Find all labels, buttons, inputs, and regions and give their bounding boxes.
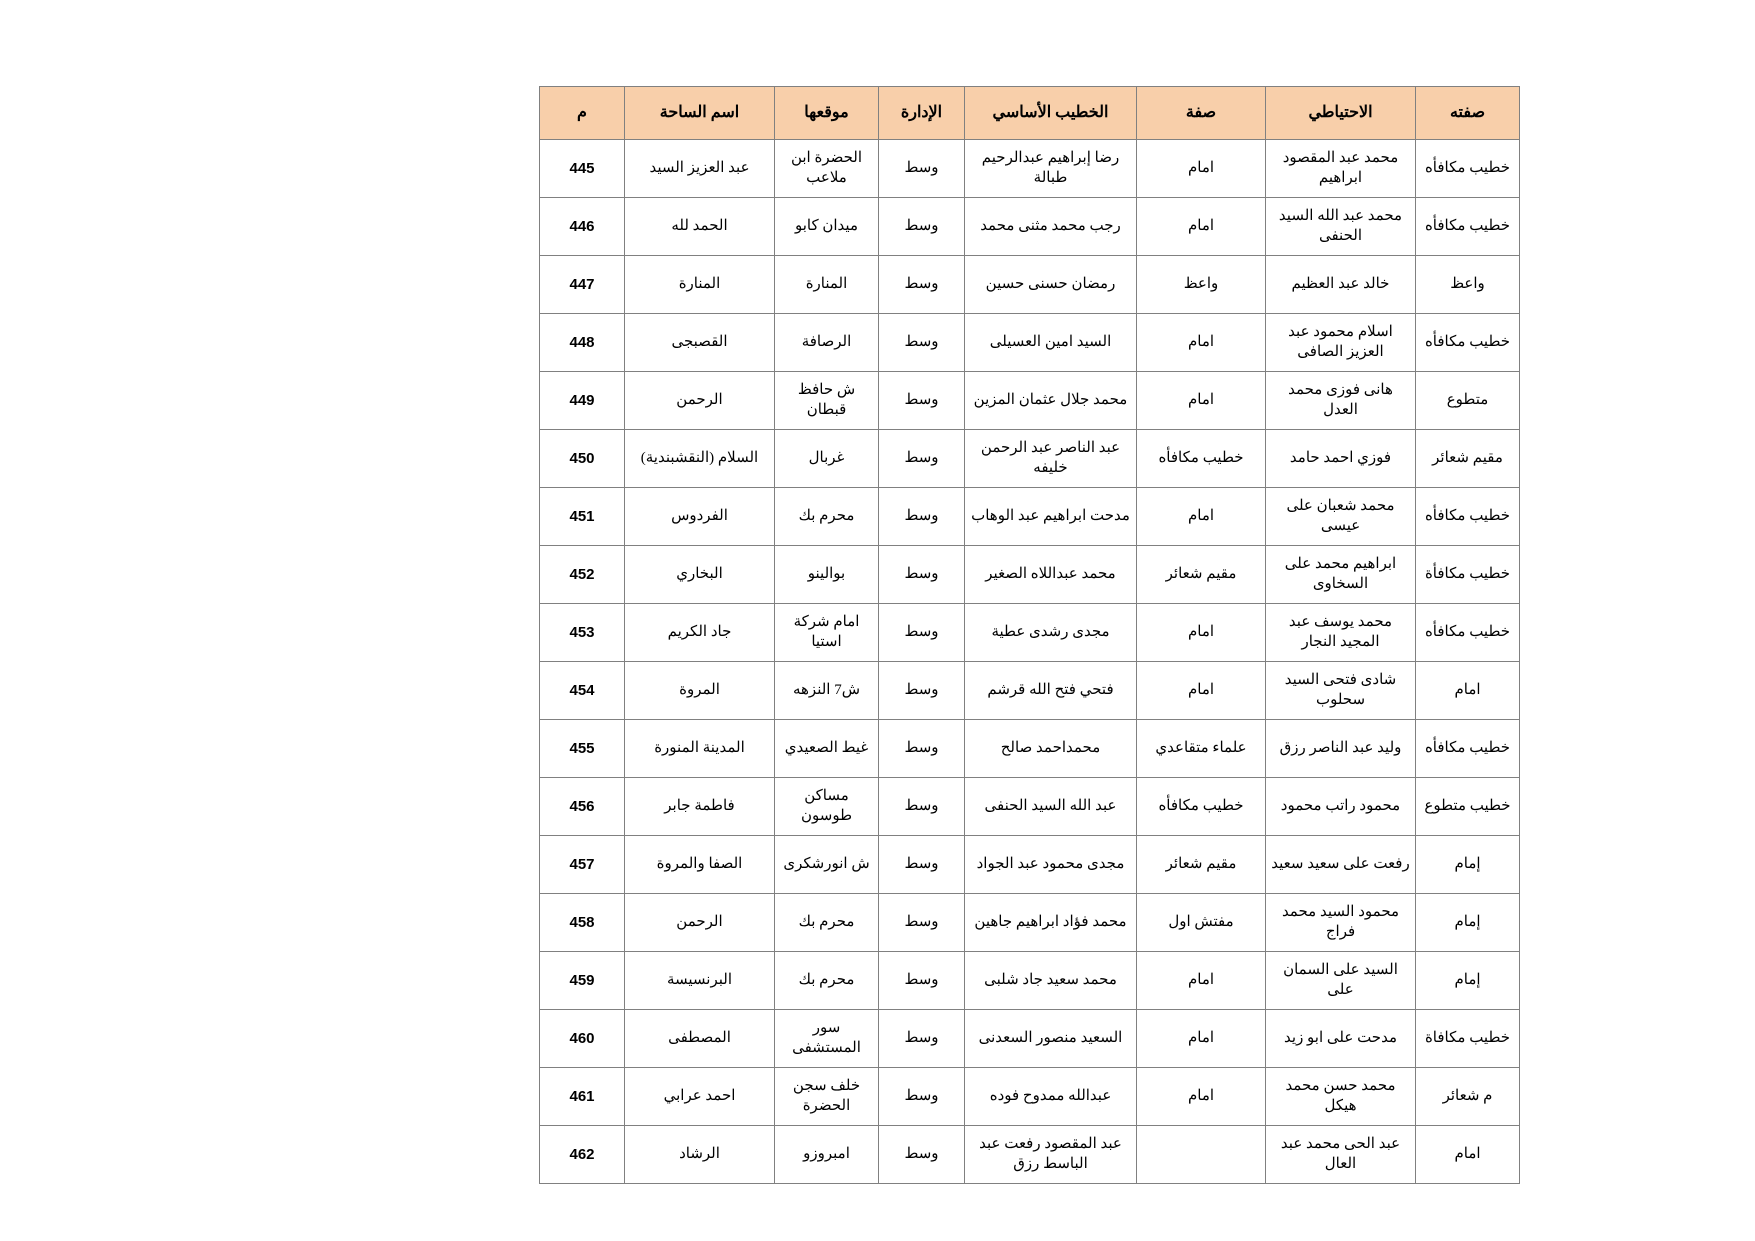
cell-role2: خطيب مكافأه xyxy=(1416,198,1520,256)
cell-arena: البخاري xyxy=(625,546,775,604)
cell-admin: وسط xyxy=(879,140,965,198)
cell-role1: امام xyxy=(1137,198,1266,256)
cell-location: امبروزو xyxy=(775,1126,879,1184)
cell-admin: وسط xyxy=(879,836,965,894)
table-row xyxy=(540,720,1520,778)
cell-reserve: مدحت على ابو زيد xyxy=(1266,1010,1416,1068)
cell-reserve: محمد شعبان على عيسى xyxy=(1266,488,1416,546)
cell-location: ش انورشكرى xyxy=(775,836,879,894)
cell-admin: وسط xyxy=(879,1126,965,1184)
column-header-arena: اسم الساحة xyxy=(625,87,775,140)
cell-role1: مفتش اول xyxy=(1137,894,1266,952)
cell-role1: امام xyxy=(1137,952,1266,1010)
cell-location: بوالينو xyxy=(775,546,879,604)
cell-reserve: محمد عبد المقصود ابراهيم xyxy=(1266,140,1416,198)
cell-location: ش7 النزهه xyxy=(775,662,879,720)
cell-imam: محمد عبداللاه الصغير xyxy=(965,546,1137,604)
cell-location: المنارة xyxy=(775,256,879,314)
cell-arena: الحمد لله xyxy=(625,198,775,256)
cell-role2: خطيب مكافأه xyxy=(1416,488,1520,546)
cell-role1: خطيب مكافأه xyxy=(1137,778,1266,836)
cell-location: امام شركة استيا xyxy=(775,604,879,662)
cell-arena: البرنسيسة xyxy=(625,952,775,1010)
cell-index: 448 xyxy=(540,314,625,372)
cell-imam: محمداحمد صالح xyxy=(965,720,1137,778)
cell-index: 445 xyxy=(540,140,625,198)
cell-admin: وسط xyxy=(879,372,965,430)
cell-role2: خطيب مكافأه xyxy=(1416,604,1520,662)
cell-imam: مدحت ابراهيم عبد الوهاب xyxy=(965,488,1137,546)
cell-role1 xyxy=(1137,1126,1266,1184)
cell-reserve: محمود السيد محمد فراج xyxy=(1266,894,1416,952)
cell-imam: محمد جلال عثمان المزين xyxy=(965,372,1137,430)
cell-reserve: رفعت على سعيد سعيد xyxy=(1266,836,1416,894)
cell-location: ميدان كابو xyxy=(775,198,879,256)
cell-role2: متطوع xyxy=(1416,372,1520,430)
cell-role1: واعظ xyxy=(1137,256,1266,314)
cell-role1: خطيب مكافأه xyxy=(1137,430,1266,488)
cell-role2: إمام xyxy=(1416,894,1520,952)
cell-role2: واعظ xyxy=(1416,256,1520,314)
table-row xyxy=(540,778,1520,836)
cell-admin: وسط xyxy=(879,720,965,778)
table-row xyxy=(540,198,1520,256)
cell-role1: امام xyxy=(1137,488,1266,546)
cell-arena: المدينة المنورة xyxy=(625,720,775,778)
table-row xyxy=(540,430,1520,488)
column-header-role2: صفته xyxy=(1416,87,1520,140)
column-header-role1: صفة xyxy=(1137,87,1266,140)
cell-location: خلف سجن الحضرة xyxy=(775,1068,879,1126)
table-header xyxy=(540,87,1520,140)
table-body xyxy=(540,140,1520,1184)
cell-role2: خطيب متطوع xyxy=(1416,778,1520,836)
cell-role1: علماء متقاعدي xyxy=(1137,720,1266,778)
cell-imam: رمضان حسنى حسين xyxy=(965,256,1137,314)
cell-admin: وسط xyxy=(879,662,965,720)
cell-arena: الرحمن xyxy=(625,894,775,952)
cell-index: 458 xyxy=(540,894,625,952)
cell-admin: وسط xyxy=(879,604,965,662)
cell-location: محرم بك xyxy=(775,488,879,546)
cell-imam: عبد الناصر عبد الرحمن خليفه xyxy=(965,430,1137,488)
cell-index: 447 xyxy=(540,256,625,314)
cell-role1: امام xyxy=(1137,1068,1266,1126)
table-row xyxy=(540,1126,1520,1184)
cell-imam: رجب محمد مثنى محمد xyxy=(965,198,1137,256)
cell-arena: عبد العزيز السيد xyxy=(625,140,775,198)
cell-imam: مجدى رشدى عطية xyxy=(965,604,1137,662)
cell-index: 457 xyxy=(540,836,625,894)
cell-index: 449 xyxy=(540,372,625,430)
cell-reserve: ابراهيم محمد على السخاوى xyxy=(1266,546,1416,604)
cell-role1: امام xyxy=(1137,140,1266,198)
cell-admin: وسط xyxy=(879,894,965,952)
cell-location: الحضرة ابن ملاعب xyxy=(775,140,879,198)
table-row xyxy=(540,314,1520,372)
cell-role1: امام xyxy=(1137,372,1266,430)
table-row xyxy=(540,546,1520,604)
cell-role2: إمام xyxy=(1416,836,1520,894)
cell-index: 462 xyxy=(540,1126,625,1184)
cell-role2: امام xyxy=(1416,1126,1520,1184)
cell-index: 450 xyxy=(540,430,625,488)
table-row xyxy=(540,488,1520,546)
cell-reserve: اسلام محمود عبد العزيز الصافى xyxy=(1266,314,1416,372)
cell-arena: السلام (النقشبندية) xyxy=(625,430,775,488)
cell-reserve: السيد على السمان على xyxy=(1266,952,1416,1010)
cell-role1: مقيم شعائر xyxy=(1137,546,1266,604)
cell-imam: محمد سعيد جاد شلبى xyxy=(965,952,1137,1010)
cell-reserve: محمد عبد الله السيد الحنفى xyxy=(1266,198,1416,256)
cell-role2: مقيم شعائر xyxy=(1416,430,1520,488)
table-row xyxy=(540,256,1520,314)
cell-arena: الرحمن xyxy=(625,372,775,430)
cell-index: 459 xyxy=(540,952,625,1010)
column-header-location: موقعها xyxy=(775,87,879,140)
cell-admin: وسط xyxy=(879,198,965,256)
cell-imam: محمد فؤاد ابراهيم جاهين xyxy=(965,894,1137,952)
cell-role2: خطيب مكافأه xyxy=(1416,314,1520,372)
cell-reserve: محمود راتب محمود xyxy=(1266,778,1416,836)
cell-admin: وسط xyxy=(879,314,965,372)
table-row xyxy=(540,1068,1520,1126)
preachers-roster-table xyxy=(539,86,1520,1184)
cell-admin: وسط xyxy=(879,488,965,546)
table-row xyxy=(540,1010,1520,1068)
table-row xyxy=(540,662,1520,720)
cell-location: غيط الصعيدي xyxy=(775,720,879,778)
cell-imam: عبد الله السيد الحنفى xyxy=(965,778,1137,836)
cell-reserve: وليد عبد الناصر رزق xyxy=(1266,720,1416,778)
cell-role2: م شعائر xyxy=(1416,1068,1520,1126)
cell-imam: مجدى محمود عبد الجواد xyxy=(965,836,1137,894)
cell-index: 456 xyxy=(540,778,625,836)
cell-role1: امام xyxy=(1137,314,1266,372)
cell-arena: المروة xyxy=(625,662,775,720)
cell-admin: وسط xyxy=(879,1068,965,1126)
cell-location: الرصافة xyxy=(775,314,879,372)
cell-arena: احمد عرابي xyxy=(625,1068,775,1126)
cell-admin: وسط xyxy=(879,546,965,604)
cell-location: غربال xyxy=(775,430,879,488)
cell-index: 455 xyxy=(540,720,625,778)
cell-imam: السعيد منصور السعدنى xyxy=(965,1010,1137,1068)
column-header-imam: الخطيب الأساسي xyxy=(965,87,1137,140)
cell-admin: وسط xyxy=(879,430,965,488)
cell-index: 446 xyxy=(540,198,625,256)
table-row xyxy=(540,952,1520,1010)
cell-reserve: محمد يوسف عبد المجيد النجار xyxy=(1266,604,1416,662)
cell-location: محرم بك xyxy=(775,894,879,952)
cell-role1: مقيم شعائر xyxy=(1137,836,1266,894)
column-header-admin: الإدارة xyxy=(879,87,965,140)
cell-role2: امام xyxy=(1416,662,1520,720)
cell-reserve: فوزي احمد حامد xyxy=(1266,430,1416,488)
cell-arena: الرشاد xyxy=(625,1126,775,1184)
cell-arena: فاطمة جابر xyxy=(625,778,775,836)
cell-location: محرم بك xyxy=(775,952,879,1010)
table-row xyxy=(540,894,1520,952)
cell-index: 451 xyxy=(540,488,625,546)
cell-location: مساكن طوسون xyxy=(775,778,879,836)
cell-reserve: شادى فتحى السيد سحلوب xyxy=(1266,662,1416,720)
cell-imam: فتحي فتح الله قرشم xyxy=(965,662,1137,720)
cell-admin: وسط xyxy=(879,1010,965,1068)
column-header-index: م xyxy=(540,87,625,140)
cell-arena: القصبجى xyxy=(625,314,775,372)
cell-location: ش حافظ قبطان xyxy=(775,372,879,430)
cell-role1: امام xyxy=(1137,662,1266,720)
header-row xyxy=(540,87,1520,140)
cell-role2: إمام xyxy=(1416,952,1520,1010)
cell-role2: خطيب مكافأه xyxy=(1416,720,1520,778)
cell-admin: وسط xyxy=(879,778,965,836)
cell-location: سور المستشفى xyxy=(775,1010,879,1068)
cell-index: 461 xyxy=(540,1068,625,1126)
cell-role2: خطيب مكافأة xyxy=(1416,546,1520,604)
column-header-reserve: الاحتياطي xyxy=(1266,87,1416,140)
cell-reserve: هانى فوزى محمد العدل xyxy=(1266,372,1416,430)
cell-imam: السيد امين العسيلى xyxy=(965,314,1137,372)
cell-index: 460 xyxy=(540,1010,625,1068)
cell-admin: وسط xyxy=(879,952,965,1010)
cell-index: 452 xyxy=(540,546,625,604)
cell-imam: عبد المقصود رفعت عبد الباسط رزق xyxy=(965,1126,1137,1184)
roster-table-container xyxy=(570,86,1520,1184)
cell-role2: خطيب مكافاة xyxy=(1416,1010,1520,1068)
cell-admin: وسط xyxy=(879,256,965,314)
table-row xyxy=(540,372,1520,430)
table-row xyxy=(540,140,1520,198)
cell-arena: الفردوس xyxy=(625,488,775,546)
cell-imam: رضا إبراهيم عبدالرحيم طبالة xyxy=(965,140,1137,198)
cell-arena: الصفا والمروة xyxy=(625,836,775,894)
table-row xyxy=(540,836,1520,894)
table-row xyxy=(540,604,1520,662)
cell-role2: خطيب مكافأه xyxy=(1416,140,1520,198)
cell-role1: امام xyxy=(1137,604,1266,662)
cell-reserve: عبد الحى محمد عبد العال xyxy=(1266,1126,1416,1184)
cell-reserve: محمد حسن محمد هيكل xyxy=(1266,1068,1416,1126)
cell-arena: المصطفى xyxy=(625,1010,775,1068)
cell-reserve: خالد عبد العظيم xyxy=(1266,256,1416,314)
cell-arena: المنارة xyxy=(625,256,775,314)
cell-index: 454 xyxy=(540,662,625,720)
cell-imam: عبدالله ممدوح فوده xyxy=(965,1068,1137,1126)
cell-arena: جاد الكريم xyxy=(625,604,775,662)
cell-index: 453 xyxy=(540,604,625,662)
cell-role1: امام xyxy=(1137,1010,1266,1068)
